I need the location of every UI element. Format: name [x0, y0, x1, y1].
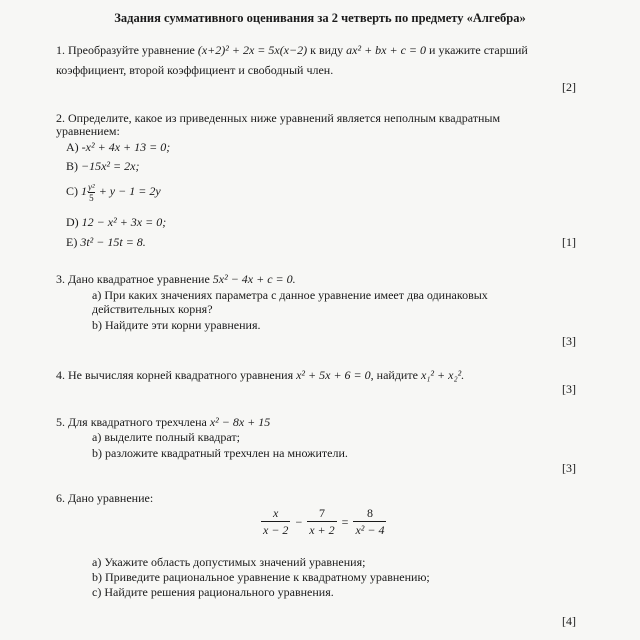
q4-target: x₁² + x₂². — [420, 368, 465, 382]
option-expr-post: + y − 1 = 2y — [98, 184, 161, 198]
q2-option-b — [66, 159, 139, 173]
q5-text-a: 5. Для квадратного трехчлена — [56, 415, 207, 429]
option-label: C) — [66, 184, 78, 198]
option-expr: −15x² = 2x; — [81, 159, 140, 173]
q5-points: [3] — [562, 461, 576, 475]
q2-option-d — [66, 215, 166, 229]
q3-text-a: 3. Дано квадратное уравнение — [56, 272, 210, 286]
q1-equation: (x+2)² + 2x = 5x(x−2) — [197, 43, 308, 57]
q1-text-c: и укажите старший — [429, 43, 528, 57]
q6-fraction-2 — [307, 505, 336, 538]
fraction-denominator: x² − 4 — [355, 523, 385, 537]
q6-equation — [258, 505, 389, 538]
option-expr: 12 − x² + 3x = 0; — [81, 215, 167, 229]
fraction-denominator: x − 2 — [263, 523, 289, 537]
q3-equation: 5x² − 4x + c = 0. — [212, 272, 296, 286]
option-fraction — [88, 182, 95, 203]
equals-sign: = — [341, 514, 349, 529]
q6-fraction-1 — [261, 505, 290, 538]
q2-option-a — [66, 140, 170, 154]
q4-points: [3] — [562, 382, 576, 396]
fraction-numerator: y² — [88, 181, 95, 192]
option-label: D) — [66, 215, 79, 229]
page-title: Задания суммативного оценивания за 2 четверть по предмету «Алгебра» — [114, 11, 526, 25]
option-expr-pre: 1 — [81, 184, 87, 198]
q4-line1 — [56, 368, 464, 382]
q6-part-a: a) Укажите область допустимых значений уравнения; — [92, 555, 366, 569]
q6-line1: 6. Дано уравнение: — [56, 491, 154, 505]
option-expr: 3t² − 15t = 8. — [80, 235, 146, 249]
q1-form: ax² + bx + c = 0 — [346, 43, 427, 57]
q5-expression: x² − 8x + 15 — [209, 415, 271, 429]
fraction-denominator: x + 2 — [309, 523, 335, 537]
fraction-numerator: 7 — [318, 506, 325, 520]
q3-line1 — [56, 272, 296, 286]
q6-fraction-3 — [353, 505, 386, 538]
q2-option-c — [66, 180, 161, 203]
minus-sign: − — [295, 514, 303, 529]
q1-text-a: 1. Преобразуйте уравнение — [56, 43, 195, 57]
option-label: B) — [66, 159, 78, 173]
q4-text-a: 4. Не вычисляя корней квадратного уравнения — [56, 368, 294, 382]
q1-points: [2] — [562, 80, 576, 94]
q2-points: [1] — [562, 235, 576, 249]
q5-part-b: b) разложите квадратный трехчлен на множители. — [92, 446, 348, 460]
q5-part-a: a) выделите полный квадрат; — [92, 430, 240, 444]
q3-part-b: b) Найдите эти корни уравнения. — [92, 318, 261, 332]
fraction-denominator: 5 — [89, 192, 94, 203]
fraction-numerator: 8 — [366, 506, 373, 520]
q1-text-b: к виду — [310, 43, 344, 57]
option-expr: -x² + 4x + 13 = 0; — [81, 140, 171, 154]
q5-line1 — [56, 415, 270, 429]
q1-line2: коэффициент, второй коэффициент и свободный член. — [56, 63, 334, 77]
q6-part-c: c) Найдите решения рационального уравнения. — [92, 585, 334, 599]
q6-part-b: b) Приведите рациональное уравнение к квадратному уравнению; — [92, 570, 430, 584]
q6-points: [4] — [562, 614, 576, 628]
q3-part-a-cont: действительных корня? — [92, 302, 213, 316]
q1-line1 — [56, 43, 528, 57]
q3-points: [3] — [562, 334, 576, 348]
q2-line1: 2. Определите, какое из приведенных ниже уравнений является неполным квадратным — [56, 111, 501, 125]
q2-line2: уравнением: — [56, 124, 120, 138]
q2-option-e — [66, 235, 146, 249]
q4-text-b: , найдите — [370, 368, 418, 382]
option-label: A) — [66, 140, 79, 154]
option-label: E) — [66, 235, 78, 249]
fraction-numerator: x — [273, 506, 279, 520]
q4-equation: x² + 5x + 6 = 0 — [296, 368, 371, 382]
q3-part-a: a) При каких значениях параметра c данное уравнение имеет два одинаковых — [92, 288, 488, 302]
